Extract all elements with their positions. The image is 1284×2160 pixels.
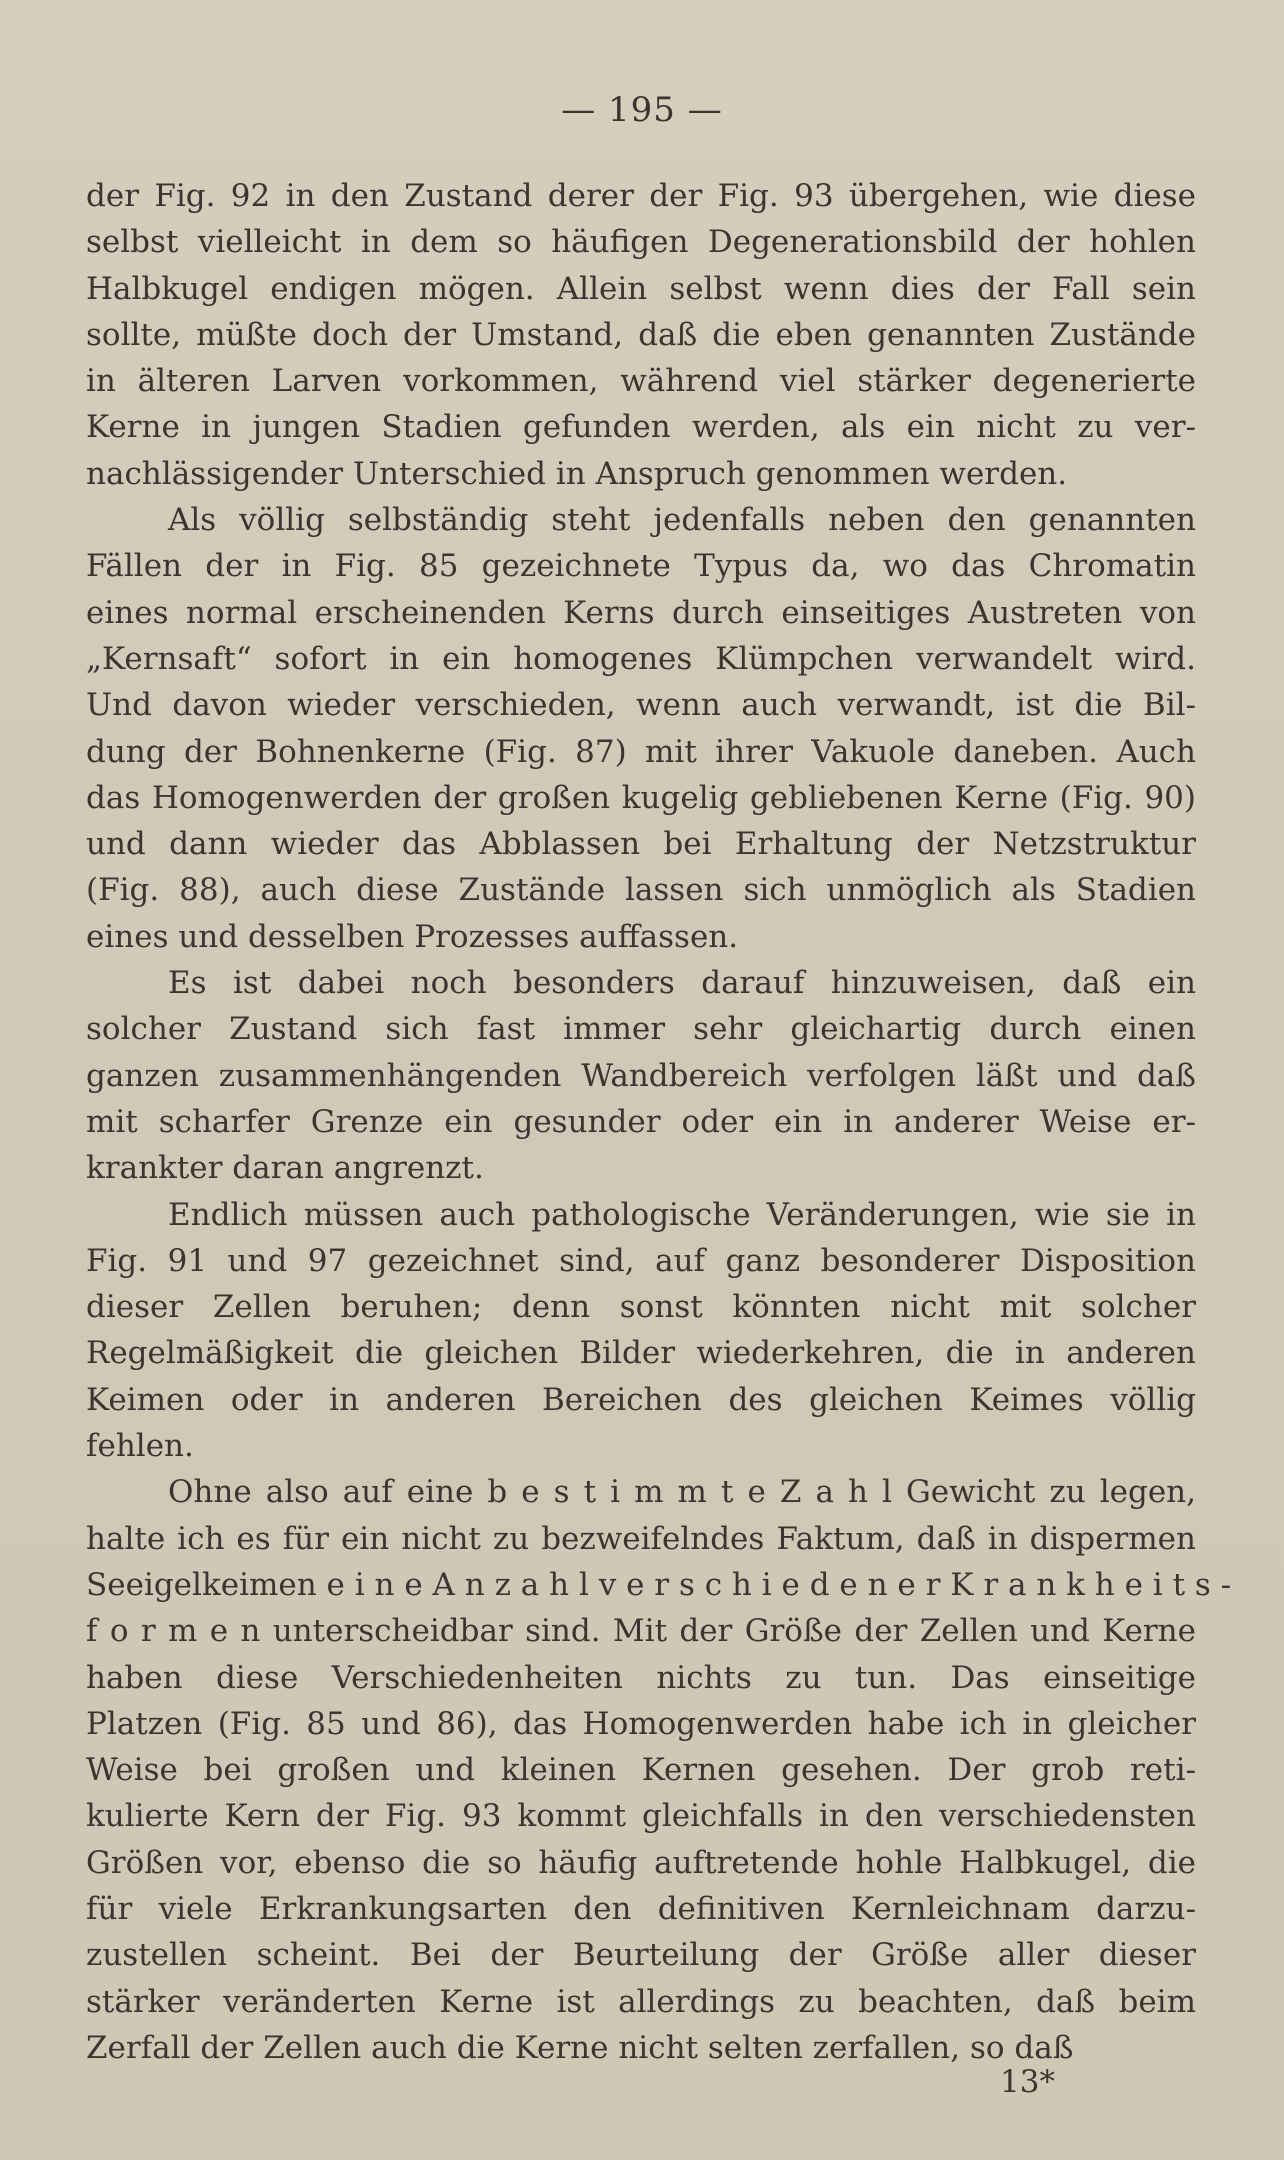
text-line: haben diese Verschiedenheiten nichts zu tun. Das einseitige (86, 1659, 1196, 1696)
text-line: solcher Zustand sich fast immer sehr gleichartig durch einen (86, 1011, 1196, 1048)
text-line: Zerfall der Zellen auch die Kerne nicht selten zerfallen, so daß (86, 2029, 1074, 2066)
printer-signature: 13* (1000, 2064, 1055, 2100)
text-line: mit scharfer Grenze ein gesunder oder ein in anderer Weise er- (86, 1103, 1196, 1140)
text-line: Kerne in jungen Stadien gefunden werden, als ein nicht zu ver- (86, 409, 1196, 446)
text-line: Seeigelkeimen e i n e A n z a h l v e r s c h i e d e n e r K r a n k h e i t s - (86, 1566, 1232, 1603)
text-line: ganzen zusammenhängenden Wandbereich verfolgen läßt und daß (86, 1057, 1196, 1094)
text-line: für viele Erkrankungsarten den definitiven Kernleichnam darzu- (86, 1890, 1196, 1927)
paragraph (86, 173, 1196, 497)
text-line: der Fig. 92 in den Zustand derer der Fig. 93 übergehen, wie diese (86, 178, 1196, 214)
text-line: sollte, müßte doch der Umstand, daß die eben genannten Zustände (86, 316, 1196, 353)
text-line: kulierte Kern der Fig. 93 kommt gleichfalls in den verschiedensten (86, 1798, 1196, 1835)
text-line: f o r m e n unterscheidbar sind. Mit der Größe der Zellen und Kerne (86, 1613, 1196, 1650)
text-line: eines normal erscheinenden Kerns durch einseitiges Austreten von (86, 594, 1196, 631)
page-number: — 195 — (561, 90, 723, 130)
paragraph (86, 1192, 1196, 1470)
text-line: Platzen (Fig. 85 und 86), das Homogenwerden habe ich in gleicher (86, 1705, 1196, 1742)
paragraph (86, 1469, 1232, 2071)
text-line: dung der Bohnenkerne (Fig. 87) mit ihrer Vakuole daneben. Auch (86, 733, 1196, 770)
text-line: Weise bei großen und kleinen Kernen gesehen. Der grob reti- (86, 1752, 1196, 1789)
body-text (86, 173, 1232, 2071)
text-line: Regelmäßigkeit die gleichen Bilder wiederkehren, die in anderen (86, 1335, 1196, 1372)
text-line: stärker veränderten Kerne ist allerdings zu beachten, daß beim (86, 1983, 1196, 2020)
text-line: zustellen scheint. Bei der Beurteilung der Größe aller dieser (86, 1937, 1196, 1974)
text-line: nachlässigender Unterschied in Anspruch genommen werden. (86, 455, 1068, 492)
text-line: selbst vielleicht in dem so häufigen Degenerationsbild der hohlen (86, 224, 1196, 261)
text-line: Und davon wieder verschieden, wenn auch verwandt, ist die Bil- (86, 687, 1196, 724)
text-line: Endlich müssen auch pathologische Veränderungen, wie sie in (168, 1196, 1196, 1233)
text-line: halte ich es für ein nicht zu bezweifelndes Faktum, daß in dispermen (86, 1520, 1196, 1557)
text-line: Fällen der in Fig. 85 gezeichnete Typus da, wo das Chromatin (86, 548, 1196, 585)
text-line: dieser Zellen beruhen; denn sonst könnten nicht mit solcher (86, 1289, 1196, 1326)
paragraph (86, 960, 1196, 1191)
text-line: eines und desselben Prozesses auffassen. (86, 918, 739, 955)
text-line: in älteren Larven vorkommen, während viel stärker degenerierte (86, 363, 1196, 400)
paragraph (86, 497, 1196, 960)
text-line: Fig. 91 und 97 gezeichnet sind, auf ganz besonderer Disposition (86, 1242, 1196, 1279)
text-line: Als völlig selbständig steht jedenfalls neben den genannten (168, 502, 1196, 539)
text-line: (Fig. 88), auch diese Zustände lassen sich unmöglich als Stadien (86, 872, 1196, 909)
text-line: krankter daran angrenzt. (86, 1150, 484, 1187)
text-line: das Homogenwerden der großen kugelig gebliebenen Kerne (Fig. 90) (86, 779, 1196, 816)
text-line: Keimen oder in anderen Bereichen des gleichen Keimes völlig (86, 1381, 1196, 1418)
text-line: und dann wieder das Abblassen bei Erhaltung der Netzstruktur (86, 826, 1196, 863)
text-line: Ohne also auf eine b e s t i m m t e Z a h l Gewicht zu legen, (168, 1474, 1196, 1511)
text-line: Halbkugel endigen mögen. Allein selbst wenn dies der Fall sein (86, 270, 1196, 307)
text-line: „Kernsaft“ sofort in ein homogenes Klümpchen verwandelt wird. (86, 640, 1196, 677)
text-line: Es ist dabei noch besonders darauf hinzuweisen, daß ein (168, 965, 1196, 1002)
text-line: fehlen. (86, 1428, 194, 1465)
text-line: Größen vor, ebenso die so häufig auftretende hohle Halbkugel, die (86, 1844, 1196, 1881)
